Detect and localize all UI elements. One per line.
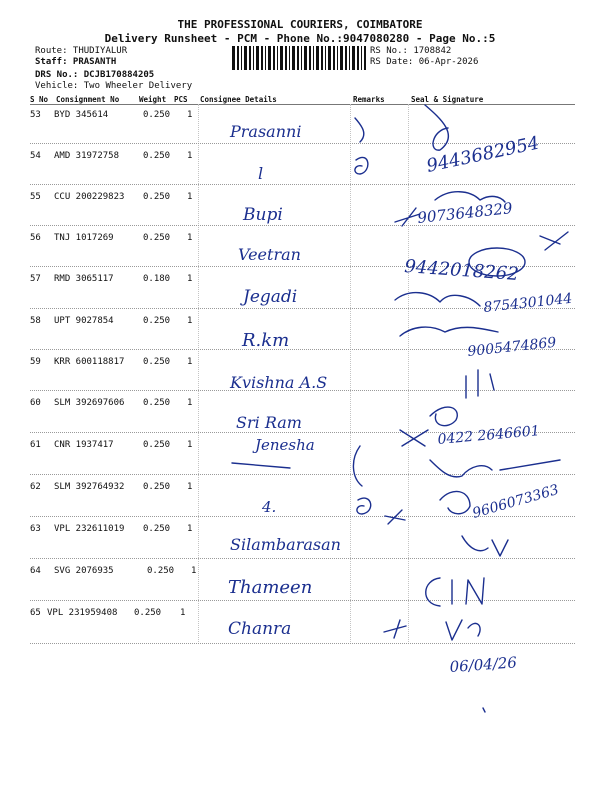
barcode-bar (364, 46, 366, 70)
barcode-bar (301, 46, 302, 70)
header-sno: S No (30, 95, 49, 104)
barcode-bar (313, 46, 314, 70)
row-consignment: AMD 31972758 (54, 151, 120, 161)
handwritten-name: R.km (242, 330, 290, 351)
column-divider (198, 104, 199, 644)
runsheet-subtitle: Delivery Runsheet - PCM - Phone No.:9047080280 - Page No.:5 (104, 32, 496, 45)
row-sno: 62 (30, 482, 41, 492)
header-remarks: Remarks (353, 95, 385, 104)
staff-label: Staff: PRASANTH (35, 57, 117, 67)
row-pcs: 1 (191, 566, 197, 576)
barcode-bar (277, 46, 278, 70)
row-pcs: 1 (187, 192, 193, 202)
ink-dot (483, 708, 485, 712)
handwritten-phone: 9443682954 (424, 132, 542, 177)
handwritten-phone: 9606073363 (470, 481, 561, 522)
handwritten-phone: 0422 2646601 (436, 423, 541, 448)
barcode-bar (349, 46, 350, 70)
row-divider (30, 184, 575, 185)
row-sno: 59 (30, 357, 41, 367)
row-sno: 60 (30, 398, 41, 408)
signature-scribble (466, 370, 494, 398)
row-sno: 56 (30, 233, 41, 243)
row-weight: 0.250 (143, 398, 171, 408)
runsheet-title: THE PROFESSIONAL COURIERS, COIMBATORE (177, 18, 423, 31)
signature-scribble (435, 192, 505, 202)
row-weight: 0.250 (143, 482, 171, 492)
handwritten-name: Bupi (243, 205, 283, 225)
row-weight: 0.250 (143, 440, 171, 450)
barcode-bar (285, 46, 287, 70)
row-pcs: 1 (187, 316, 193, 326)
barcode-bar (352, 46, 355, 70)
barcode-bar (328, 46, 331, 70)
barcode-bar (340, 46, 343, 70)
handwritten-name: 4. (262, 498, 277, 516)
barcode-bar (289, 46, 290, 70)
barcode-bar (297, 46, 299, 70)
handwritten-phone: 9073648329 (416, 199, 514, 227)
row-divider (30, 143, 575, 144)
row-divider (30, 516, 575, 517)
signature-scribble (426, 578, 484, 606)
row-sno: 65 (30, 608, 41, 618)
row-consignment: VPL 231959408 (47, 608, 118, 618)
rs-number: RS No.: 1708842 (370, 46, 452, 56)
handwritten-name: Kvishna A.S (230, 373, 328, 392)
barcode-bar (345, 46, 347, 70)
row-divider (30, 266, 575, 267)
handwritten-name: Sri Ram (236, 413, 302, 432)
row-divider (30, 349, 575, 350)
row-consignment: BYD 345614 (54, 110, 109, 120)
remark-mark (353, 446, 370, 514)
row-consignment: SLM 392697606 (54, 398, 125, 408)
row-sno: 57 (30, 274, 41, 284)
row-consignment: CNR 1937417 (54, 440, 114, 450)
handwritten-phone: 8754301044 (482, 290, 574, 316)
row-sno: 64 (30, 566, 41, 576)
barcode-bar (316, 46, 319, 70)
barcode-bar (249, 46, 251, 70)
row-divider (30, 643, 575, 644)
route-label: Route: THUDIYALUR (35, 46, 128, 56)
rs-date: RS Date: 06-Apr-2026 (370, 57, 479, 67)
barcode-bar (337, 46, 338, 70)
row-divider (30, 600, 575, 601)
barcode-bar (325, 46, 326, 70)
handwritten-name: Thameen (228, 577, 313, 598)
row-consignment: TNJ 1017269 (54, 233, 114, 243)
handwritten-name: Chanra (228, 619, 292, 639)
row-pcs: 1 (187, 482, 193, 492)
signature-scribble (446, 620, 480, 640)
row-weight: 0.250 (143, 233, 171, 243)
row-consignment: RMD 3065117 (54, 274, 114, 284)
row-sno: 58 (30, 316, 41, 326)
row-sno: 53 (30, 110, 41, 120)
vehicle-label: Vehicle: Two Wheeler Delivery (35, 81, 193, 91)
row-weight: 0.250 (147, 566, 175, 576)
barcode-bar (253, 46, 254, 70)
barcode-bar (357, 46, 359, 70)
row-pcs: 1 (187, 440, 193, 450)
row-sno: 63 (30, 524, 41, 534)
row-weight: 0.250 (143, 110, 171, 120)
row-pcs: 1 (187, 357, 193, 367)
row-divider (30, 390, 575, 391)
row-weight: 0.250 (143, 316, 171, 326)
row-pcs: 1 (187, 524, 193, 534)
handwritten-name: Silambarasan (230, 535, 341, 554)
barcode-icon (232, 46, 366, 70)
signature-scribble (400, 327, 498, 336)
barcode-bar (268, 46, 271, 70)
signature-scribble (430, 407, 457, 426)
strike-mark (232, 463, 290, 468)
header-pcs: PCS (174, 95, 188, 104)
signature-scribble (462, 536, 508, 556)
signature-scribble (469, 248, 525, 276)
row-weight: 0.250 (143, 192, 171, 202)
row-consignment: SLM 392764932 (54, 482, 125, 492)
row-divider (30, 432, 575, 433)
row-pcs: 1 (187, 151, 193, 161)
row-consignment: UPT 9027854 (54, 316, 114, 326)
barcode-bar (261, 46, 263, 70)
row-divider (30, 474, 575, 475)
row-pcs: 1 (187, 398, 193, 408)
barcode-bar (333, 46, 335, 70)
handwritten-name: l (258, 164, 264, 183)
signature-scribble (440, 491, 470, 513)
column-divider (350, 104, 351, 644)
row-weight: 0.250 (143, 357, 171, 367)
barcode-bar (232, 46, 235, 70)
barcode-bar (292, 46, 295, 70)
row-pcs: 1 (187, 233, 193, 243)
handwritten-name: Jenesha (255, 436, 315, 454)
row-weight: 0.250 (143, 151, 171, 161)
row-weight: 0.180 (143, 274, 171, 284)
row-divider (30, 225, 575, 226)
signature-scribble (540, 232, 568, 250)
barcode-bar (321, 46, 323, 70)
row-sno: 61 (30, 440, 41, 450)
cross-mark (385, 510, 405, 524)
cross-mark (384, 620, 406, 638)
barcode-bar (256, 46, 259, 70)
row-consignment: KRR 600118817 (54, 357, 125, 367)
drs-number: DRS No.: DCJB170884205 (35, 70, 155, 80)
row-consignment: CCU 200229823 (54, 192, 125, 202)
handwritten-name: Jegadi (243, 287, 298, 307)
barcode-bar (265, 46, 266, 70)
barcode-bar (241, 46, 242, 70)
barcode-bar (309, 46, 311, 70)
row-pcs: 1 (180, 608, 186, 618)
row-sno: 55 (30, 192, 41, 202)
barcode-bar (273, 46, 275, 70)
row-weight: 0.250 (143, 524, 171, 534)
column-divider (408, 104, 409, 644)
row-consignment: VPL 232611019 (54, 524, 125, 534)
barcode-bar (304, 46, 307, 70)
header-consignment: Consignment No (56, 95, 120, 104)
barcode-bar (237, 46, 239, 70)
row-divider (30, 308, 575, 309)
header-seal-signature: Seal & Signature (411, 95, 484, 104)
row-consignment: SVG 2076935 (54, 566, 114, 576)
row-sno: 54 (30, 151, 41, 161)
row-divider (30, 558, 575, 559)
handwritten-name: Prasanni (230, 122, 302, 141)
handwritten-date: 06/04/26 (449, 653, 518, 676)
handwritten-name: Veetran (238, 245, 301, 264)
header-divider (30, 104, 575, 105)
handwritten-phone: 9005474869 (466, 334, 558, 360)
barcode-bar (361, 46, 362, 70)
row-pcs: 1 (187, 110, 193, 120)
row-pcs: 1 (187, 274, 193, 284)
header-weight: Weight (139, 95, 167, 104)
header-consignee: Consignee Details (200, 95, 277, 104)
remark-mark (355, 118, 368, 174)
row-weight: 0.250 (134, 608, 162, 618)
barcode-bar (244, 46, 247, 70)
handwritten-phone: 9442018262 (403, 256, 520, 285)
barcode-bar (280, 46, 283, 70)
